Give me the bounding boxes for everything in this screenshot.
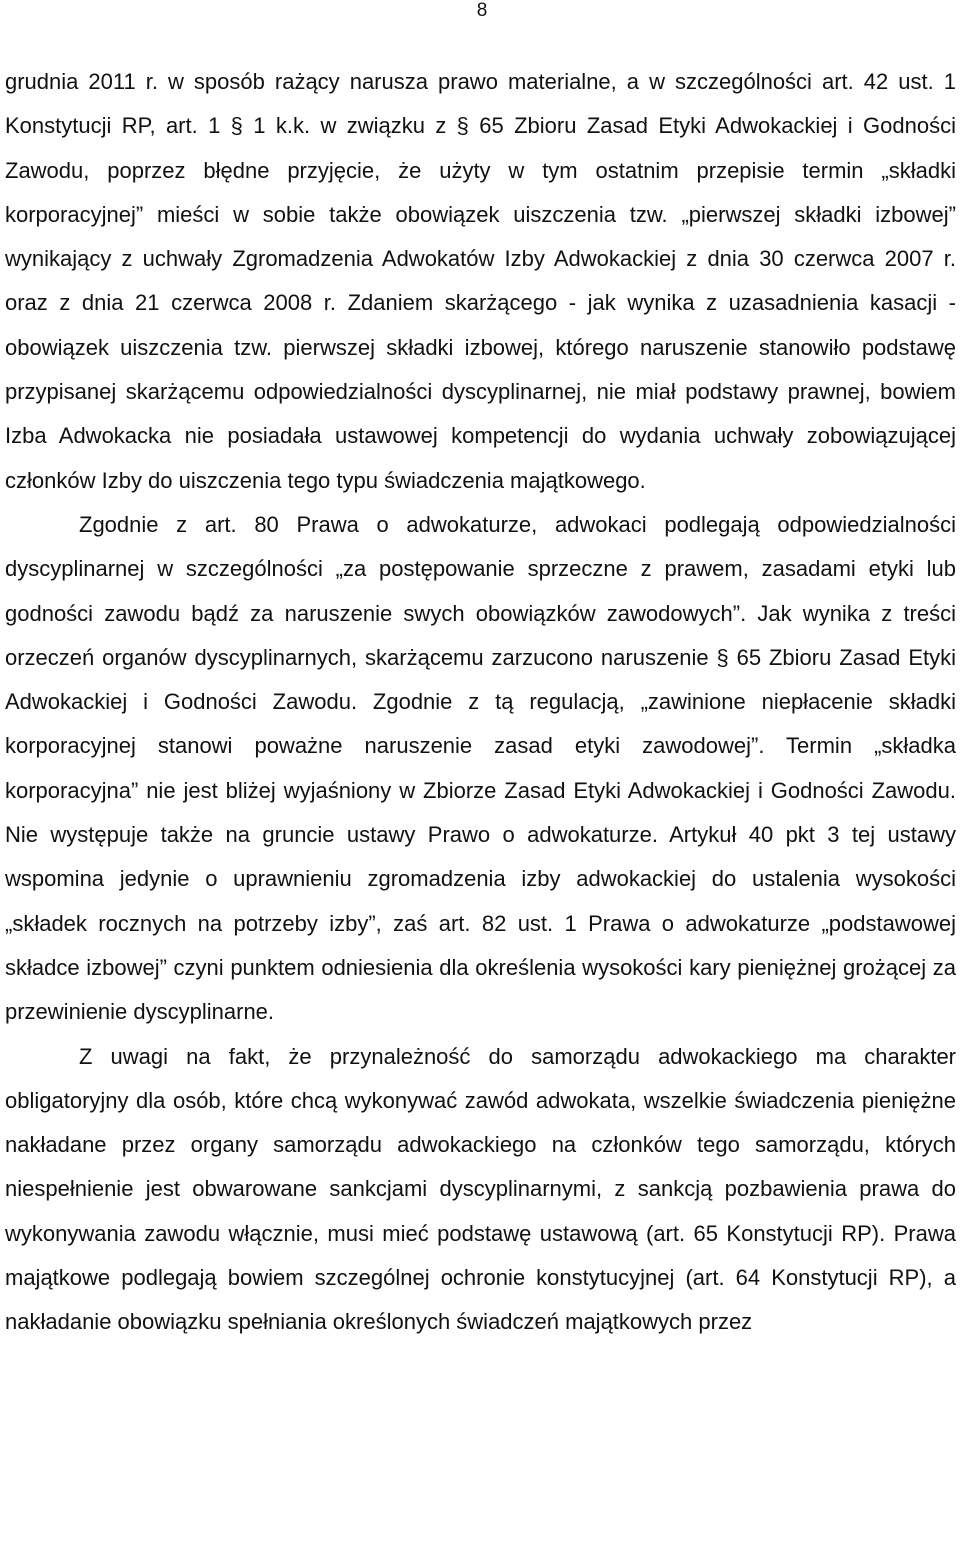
paragraph-art-80: Zgodnie z art. 80 Prawa o adwokaturze, adwokaci podlegają odpowiedzialności dyscyplinarnej w szczególności „za postępowanie sprzeczne z prawem, zasadami etyki lub godności zawodu bądź za naruszenie swych obowiązków zawodowych”. Jak wynika z treści orzeczeń organów dyscyplinarnych, skarżącemu zarzucono naruszenie § 65 Zbioru Zasad Etyki Adwokackiej i Godności Zawodu. Zgodnie z tą regulacją, „zawinione niepłacenie składki korporacyjnej stanowi poważne naruszenie zasad etyki zawodowej”. Termin „składka korporacyjna” nie jest bliżej wyjaśniony w Zbiorze Zasad Etyki Adwokackiej i Godności Zawodu. Nie występuje także na gruncie ustawy Prawo o adwokaturze. Artykuł 40 pkt 3 tej ustawy wspomina jedynie o uprawnieniu zgromadzenia izby adwokackiej do ustalenia wysokości „składek rocznych na potrzeby izby”, zaś art. 82 ust. 1 Prawa o adwokaturze „podstawowej składce izbowej” czyni punktem odniesienia dla określenia wysokości kary pieniężnej grożącej za przewinienie dyscyplinarne. xyxy=(5,511,956,1025)
paragraph-continuation: grudnia 2011 r. w sposób rażący narusza prawo materialne, a w szczególności art. 42 ust. 1 Konstytucji RP, art. 1 § 1 k.k. w związku z § 65 Zbioru Zasad Etyki Adwokackiej i Godności Zawodu, poprzez błędne przyjęcie, że użyty w tym ostatnim przepisie termin „składki korporacyjnej” mieści w sobie także obowiązek uiszczenia tzw. „pierwszej składki izbowej” wynikający z uchwały Zgromadzenia Adwokatów Izby Adwokackiej z dnia 30 czerwca 2007 r. oraz z dnia 21 czerwca 2008 r. Zdaniem skarżącego - jak wynika z uzasadnienia kasacji - obowiązek uiszczenia tzw. pierwszej składki izbowej, którego naruszenie stanowiło podstawę przypisanej skarżącemu odpowiedzialności dyscyplinarnej, nie miał podstawy prawnej, bowiem Izba Adwokacka nie posiadała ustawowej kompetencji do wydania uchwały zobowiązującej członków Izby do uiszczenia tego typu świadczenia majątkowego. xyxy=(5,69,956,493)
paragraph-obligatory-membership: Z uwagi na fakt, że przynależność do samorządu adwokackiego ma charakter obligatoryjny dla osób, które chcą wykonywać zawód adwokata, wszelkie świadczenia pieniężne nakładane przez organy samorządu adwokackiego na członków tego samorządu, których niespełnienie jest obwarowane sankcjami dyscyplinarnymi, z sankcją pozbawienia prawa do wykonywania zawodu włącznie, musi mieć podstawę ustawową (art. 65 Konstytucji RP). Prawa majątkowe podlegają bowiem szczególnej ochronie konstytucyjnej (art. 64 Konstytucji RP), a nakładanie obowiązku spełniania określonych świadczeń majątkowych przez xyxy=(5,1043,956,1335)
page-number: 8 xyxy=(476,0,488,21)
document-body xyxy=(5,60,956,1345)
